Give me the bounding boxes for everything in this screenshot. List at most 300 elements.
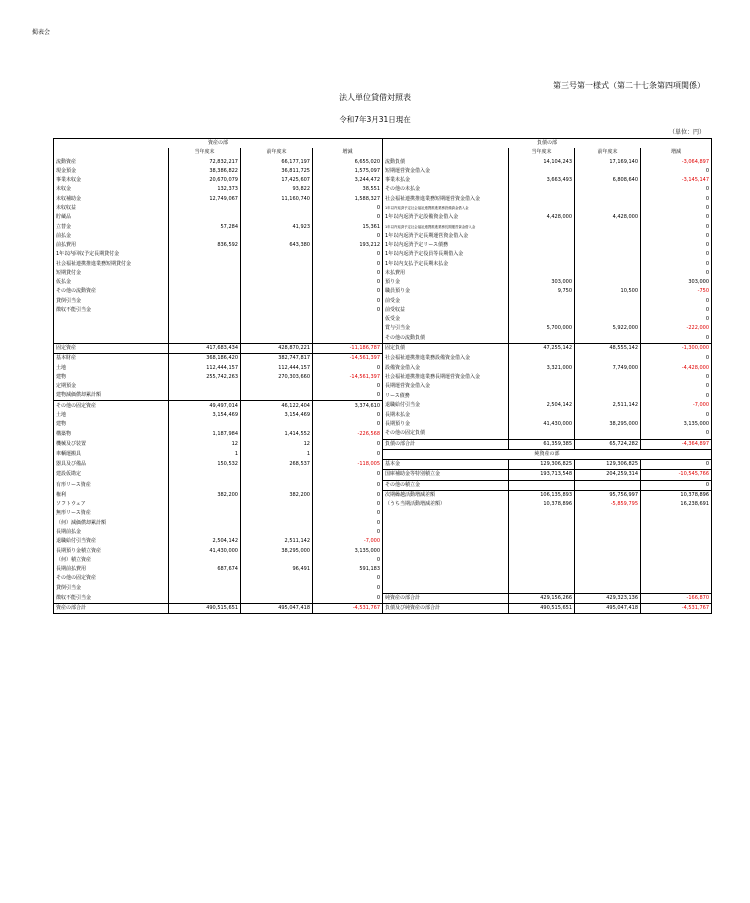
liability-change: -3,145,147 <box>641 176 712 185</box>
liability-label <box>383 528 509 537</box>
asset-change: 3,244,472 <box>313 176 383 185</box>
liability-label: 預り金 <box>383 278 509 287</box>
asset-label: 仮払金 <box>54 278 169 287</box>
liability-change: 0 <box>641 460 712 470</box>
liability-change: 0 <box>641 334 712 344</box>
table-row <box>54 537 712 546</box>
liability-current: 490,515,651 <box>509 604 575 614</box>
table-row <box>54 528 712 537</box>
table-row <box>54 334 712 344</box>
asset-previous <box>241 583 313 593</box>
table-row <box>54 176 712 185</box>
liability-label: 1年以内返済予定リース債務 <box>383 241 509 250</box>
table-row <box>54 250 712 259</box>
asset-previous: 268,537 <box>241 460 313 470</box>
liability-label: 基本金 <box>383 460 509 470</box>
asset-label: 前払金 <box>54 232 169 241</box>
asset-change: 0 <box>313 509 383 518</box>
liability-previous <box>575 537 641 546</box>
asset-current: 41,430,000 <box>169 546 241 555</box>
asset-change: 0 <box>313 382 383 391</box>
liability-previous <box>575 195 641 204</box>
asset-current <box>169 420 241 429</box>
liability-change: -222,000 <box>641 324 712 333</box>
asset-label: ソフトウェア <box>54 500 169 509</box>
asset-current <box>169 269 241 278</box>
liability-change: 0 <box>641 222 712 231</box>
liability-current: 429,156,266 <box>509 593 575 603</box>
asset-current: 12,749,067 <box>169 195 241 204</box>
asset-change: 0 <box>313 593 383 603</box>
asset-previous <box>241 278 313 287</box>
liability-current: 3,321,000 <box>509 363 575 372</box>
liability-current <box>509 537 575 546</box>
liability-previous <box>575 185 641 194</box>
liability-previous <box>575 528 641 537</box>
asset-previous <box>241 528 313 537</box>
asset-change: 0 <box>313 574 383 583</box>
liability-change <box>641 528 712 537</box>
col-previous: 前年度末 <box>575 148 641 157</box>
liability-previous <box>575 429 641 439</box>
asset-change: 0 <box>313 204 383 213</box>
asset-label: 資産の部合計 <box>54 604 169 614</box>
asset-label: 未収補助金 <box>54 195 169 204</box>
asset-previous <box>241 306 313 315</box>
asset-label: 流動資産 <box>54 158 169 167</box>
asset-current: 687,674 <box>169 565 241 574</box>
form-number: 第三号第一様式（第二十七条第四項関係） <box>553 81 705 90</box>
table-row <box>54 509 712 518</box>
asset-label: 土地 <box>54 411 169 420</box>
asset-label: 長期前払金 <box>54 528 169 537</box>
asset-current <box>169 556 241 565</box>
liability-change <box>641 583 712 593</box>
liability-label <box>383 546 509 555</box>
asset-change: 0 <box>313 490 383 500</box>
table-row <box>54 315 712 324</box>
liability-label: 負債及び純資産の部合計 <box>383 604 509 614</box>
liability-current <box>509 269 575 278</box>
asset-change: 0 <box>313 287 383 296</box>
liability-previous <box>575 278 641 287</box>
liability-previous <box>575 222 641 231</box>
asset-current <box>169 574 241 583</box>
asset-current <box>169 593 241 603</box>
liability-change: 0 <box>641 232 712 241</box>
liability-change <box>641 537 712 546</box>
liability-previous: 38,295,000 <box>575 420 641 429</box>
liability-change: -3,064,897 <box>641 158 712 167</box>
liability-previous <box>575 565 641 574</box>
liability-label <box>383 583 509 593</box>
liability-current <box>509 259 575 268</box>
asset-change: 0 <box>313 363 383 372</box>
asset-label: 器具及び備品 <box>54 460 169 470</box>
liability-label: 1年以内返済予定設備資金借入金 <box>383 213 509 222</box>
asset-current: 57,284 <box>169 222 241 231</box>
asset-change: 0 <box>313 259 383 268</box>
liability-label: その他の固定負債 <box>383 429 509 439</box>
asset-change: -118,005 <box>313 460 383 470</box>
liability-previous <box>575 509 641 518</box>
liability-label: 長期預り金 <box>383 420 509 429</box>
table-row <box>54 391 712 401</box>
liability-previous <box>575 241 641 250</box>
asset-current <box>169 213 241 222</box>
table-row <box>54 604 712 614</box>
table-row <box>54 480 712 490</box>
liability-label <box>383 519 509 528</box>
liability-change <box>641 565 712 574</box>
liability-previous <box>575 306 641 315</box>
asset-label <box>54 324 169 333</box>
liability-change: -1,300,000 <box>641 343 712 353</box>
asset-change: 0 <box>313 420 383 429</box>
liability-previous <box>575 373 641 382</box>
liability-previous: 48,555,142 <box>575 343 641 353</box>
asset-current: 368,186,420 <box>169 354 241 364</box>
asset-label: 車輌運搬具 <box>54 449 169 459</box>
liability-change: 0 <box>641 382 712 391</box>
asset-change: 6,655,020 <box>313 158 383 167</box>
asset-change <box>313 315 383 324</box>
asset-previous <box>241 250 313 259</box>
liability-label: 前受金 <box>383 297 509 306</box>
liability-label: 1年以内返済予定社会福祉連携推進業務長期運営資金借入金 <box>383 222 509 231</box>
asset-change: -7,000 <box>313 537 383 546</box>
asset-current <box>169 519 241 528</box>
asset-change: 0 <box>313 411 383 420</box>
table-row <box>54 420 712 429</box>
asset-label <box>54 315 169 324</box>
asset-label: 貯蔵品 <box>54 213 169 222</box>
asset-change: 0 <box>313 213 383 222</box>
asset-label <box>54 334 169 344</box>
liability-change: 0 <box>641 213 712 222</box>
liability-label: リース債務 <box>383 391 509 401</box>
liability-label: 負債の部合計 <box>383 439 509 449</box>
asset-previous: 3,154,469 <box>241 411 313 420</box>
liability-current: 61,359,385 <box>509 439 575 449</box>
liability-current <box>509 382 575 391</box>
liability-label: 1年以内返済予定社会福祉連携推進業務設備資金借入金 <box>383 204 509 213</box>
liability-previous: 65,724,282 <box>575 439 641 449</box>
liability-previous: 4,428,000 <box>575 213 641 222</box>
liability-previous <box>575 259 641 268</box>
liability-change <box>641 556 712 565</box>
table-row <box>54 583 712 593</box>
table-row <box>54 519 712 528</box>
asset-change: 0 <box>313 500 383 509</box>
liabilities-header: 負債の部 <box>383 139 712 149</box>
liability-label <box>383 565 509 574</box>
column-header-row <box>54 148 712 157</box>
asset-previous <box>241 420 313 429</box>
table-row <box>54 297 712 306</box>
asset-previous: 11,160,740 <box>241 195 313 204</box>
asset-previous: 93,822 <box>241 185 313 194</box>
liability-label: 設備資金借入金 <box>383 363 509 372</box>
asset-label: （何）積立資産 <box>54 556 169 565</box>
asset-previous <box>241 509 313 518</box>
asset-previous: 36,811,725 <box>241 167 313 176</box>
table-row <box>54 574 712 583</box>
report-date: 令和7年3月31日現在 <box>339 115 411 124</box>
liability-current <box>509 354 575 364</box>
asset-previous <box>241 382 313 391</box>
table-row <box>54 195 712 204</box>
col-previous: 前年度末 <box>241 148 313 157</box>
liability-previous: 7,749,000 <box>575 363 641 372</box>
liability-previous <box>575 232 641 241</box>
liability-previous <box>575 269 641 278</box>
liability-label: その他の積立金 <box>383 480 509 490</box>
liability-change: 0 <box>641 354 712 364</box>
liability-current: 129,306,825 <box>509 460 575 470</box>
liability-current <box>509 232 575 241</box>
asset-label: 貸倒引当金 <box>54 583 169 593</box>
asset-label: 固定資産 <box>54 343 169 353</box>
liability-change <box>641 546 712 555</box>
asset-label: その他の流動資産 <box>54 287 169 296</box>
asset-change: 1,588,327 <box>313 195 383 204</box>
liability-previous <box>575 556 641 565</box>
asset-change: 0 <box>313 556 383 565</box>
liability-current <box>509 297 575 306</box>
asset-current <box>169 509 241 518</box>
liability-change: 0 <box>641 195 712 204</box>
liability-current <box>509 167 575 176</box>
liability-current: 193,713,548 <box>509 470 575 480</box>
liability-label: 事業未払金 <box>383 176 509 185</box>
asset-current <box>169 470 241 480</box>
liability-current <box>509 574 575 583</box>
liability-previous <box>575 583 641 593</box>
asset-previous: 270,303,660 <box>241 373 313 382</box>
asset-label: 建物 <box>54 373 169 382</box>
asset-label: 1年以内回収予定長期貸付金 <box>54 250 169 259</box>
liability-current: 41,430,000 <box>509 420 575 429</box>
table-row <box>54 213 712 222</box>
asset-previous <box>241 204 313 213</box>
liability-current <box>509 411 575 420</box>
asset-current: 49,497,014 <box>169 401 241 411</box>
asset-label: 基本財産 <box>54 354 169 364</box>
asset-previous <box>241 297 313 306</box>
liability-change: 0 <box>641 204 712 213</box>
liability-current: 9,750 <box>509 287 575 296</box>
table-row <box>54 546 712 555</box>
asset-change: 0 <box>313 278 383 287</box>
unit-label: （単位：円） <box>668 129 705 136</box>
asset-current <box>169 528 241 537</box>
asset-label: 前払費用 <box>54 241 169 250</box>
asset-previous <box>241 213 313 222</box>
asset-current <box>169 278 241 287</box>
liability-label <box>383 537 509 546</box>
asset-change: -11,186,787 <box>313 343 383 353</box>
asset-previous <box>241 232 313 241</box>
asset-label: 短期貸付金 <box>54 269 169 278</box>
asset-current <box>169 232 241 241</box>
liability-previous <box>575 315 641 324</box>
asset-current <box>169 204 241 213</box>
liability-current: 2,504,142 <box>509 401 575 411</box>
table-row <box>54 232 712 241</box>
liability-change: -166,870 <box>641 593 712 603</box>
asset-current <box>169 297 241 306</box>
table-row <box>54 556 712 565</box>
liability-previous: 495,047,418 <box>575 604 641 614</box>
liability-previous <box>575 391 641 401</box>
asset-previous <box>241 315 313 324</box>
liability-label: 職員預り金 <box>383 287 509 296</box>
liability-current <box>509 528 575 537</box>
liability-change: 0 <box>641 185 712 194</box>
liability-label: 純資産の部合計 <box>383 593 509 603</box>
assets-header: 資産の部 <box>54 139 383 149</box>
liability-current <box>509 480 575 490</box>
liability-label: 仮受金 <box>383 315 509 324</box>
liability-label: 社会福祉連携推進業務短期運営資金借入金 <box>383 195 509 204</box>
asset-label: 土地 <box>54 363 169 372</box>
liability-change <box>641 519 712 528</box>
liability-previous <box>575 411 641 420</box>
asset-current <box>169 382 241 391</box>
table-row <box>54 470 712 480</box>
table-row <box>54 158 712 167</box>
asset-change: 0 <box>313 269 383 278</box>
liability-previous: -5,859,795 <box>575 500 641 509</box>
asset-change: 0 <box>313 583 383 593</box>
liability-label <box>383 574 509 583</box>
asset-previous <box>241 519 313 528</box>
liability-previous <box>575 382 641 391</box>
liability-current: 47,255,142 <box>509 343 575 353</box>
liability-change: -10,545,766 <box>641 470 712 480</box>
asset-current: 417,683,434 <box>169 343 241 353</box>
asset-current <box>169 391 241 401</box>
asset-previous <box>241 334 313 344</box>
asset-label: 立替金 <box>54 222 169 231</box>
liability-label: その他の流動負債 <box>383 334 509 344</box>
asset-current: 836,592 <box>169 241 241 250</box>
asset-current: 1,187,984 <box>169 429 241 439</box>
liability-current <box>509 509 575 518</box>
liability-previous: 95,756,997 <box>575 490 641 500</box>
asset-previous <box>241 480 313 490</box>
asset-label: 未収金 <box>54 185 169 194</box>
asset-current <box>169 259 241 268</box>
asset-change: 0 <box>313 391 383 401</box>
asset-previous <box>241 287 313 296</box>
asset-change: 0 <box>313 232 383 241</box>
asset-current: 72,832,217 <box>169 158 241 167</box>
asset-current <box>169 500 241 509</box>
asset-previous <box>241 574 313 583</box>
liability-label: 国庫補助金等特別積立金 <box>383 470 509 480</box>
asset-previous <box>241 593 313 603</box>
liability-label: 次期繰越活動増減差額 <box>383 490 509 500</box>
col-change: 増減 <box>313 148 383 157</box>
asset-previous: 38,295,000 <box>241 546 313 555</box>
asset-current <box>169 250 241 259</box>
asset-current <box>169 287 241 296</box>
table-row <box>54 343 712 353</box>
liability-current <box>509 519 575 528</box>
liability-label: 賞与引当金 <box>383 324 509 333</box>
liability-previous: 5,922,000 <box>575 324 641 333</box>
net-assets-header: 純資産の部 <box>383 449 712 459</box>
asset-previous: 428,870,221 <box>241 343 313 353</box>
liability-change: 303,000 <box>641 278 712 287</box>
liability-label: 1年以内返済予定役員等長期借入金 <box>383 250 509 259</box>
asset-change: 0 <box>313 439 383 449</box>
liability-current <box>509 373 575 382</box>
liability-current <box>509 222 575 231</box>
liability-previous: 429,323,136 <box>575 593 641 603</box>
liability-previous: 204,259,314 <box>575 470 641 480</box>
liability-change: -4,364,897 <box>641 439 712 449</box>
asset-change: 0 <box>313 470 383 480</box>
asset-current: 2,504,142 <box>169 537 241 546</box>
liability-label <box>383 509 509 518</box>
asset-change: 0 <box>313 449 383 459</box>
asset-previous <box>241 500 313 509</box>
liability-current <box>509 546 575 555</box>
liability-change: 0 <box>641 480 712 490</box>
liability-current <box>509 556 575 565</box>
asset-change: 38,551 <box>313 185 383 194</box>
asset-label: 機械及び装置 <box>54 439 169 449</box>
asset-previous: 17,425,607 <box>241 176 313 185</box>
liability-change: 0 <box>641 373 712 382</box>
liability-label: 1年以内返済予定長期運営資金借入金 <box>383 232 509 241</box>
table-row <box>54 460 712 470</box>
asset-label: 事業未収金 <box>54 176 169 185</box>
asset-label: 長期前払費用 <box>54 565 169 574</box>
liability-current <box>509 391 575 401</box>
liability-previous: 6,808,640 <box>575 176 641 185</box>
asset-previous: 382,747,817 <box>241 354 313 364</box>
asset-change: 0 <box>313 480 383 490</box>
table-row <box>54 593 712 603</box>
liability-change: 10,378,896 <box>641 490 712 500</box>
asset-change: -14,561,397 <box>313 373 383 382</box>
liability-previous <box>575 519 641 528</box>
liability-label: 社会福祉連携推進業務設備資金借入金 <box>383 354 509 364</box>
liability-current: 4,428,000 <box>509 213 575 222</box>
asset-previous <box>241 391 313 401</box>
asset-previous: 643,380 <box>241 241 313 250</box>
liability-change: 0 <box>641 411 712 420</box>
asset-previous: 12 <box>241 439 313 449</box>
balance-sheet-table <box>53 138 712 614</box>
section-header-row <box>54 139 712 149</box>
asset-current <box>169 315 241 324</box>
liability-current <box>509 565 575 574</box>
liability-change: 0 <box>641 429 712 439</box>
liability-change: 0 <box>641 250 712 259</box>
liability-previous: 10,500 <box>575 287 641 296</box>
liability-label: 短期運営資金借入金 <box>383 167 509 176</box>
liability-change: -750 <box>641 287 712 296</box>
liability-previous <box>575 297 641 306</box>
liability-previous: 2,511,142 <box>575 401 641 411</box>
table-row <box>54 354 712 364</box>
asset-label: 現金預金 <box>54 167 169 176</box>
